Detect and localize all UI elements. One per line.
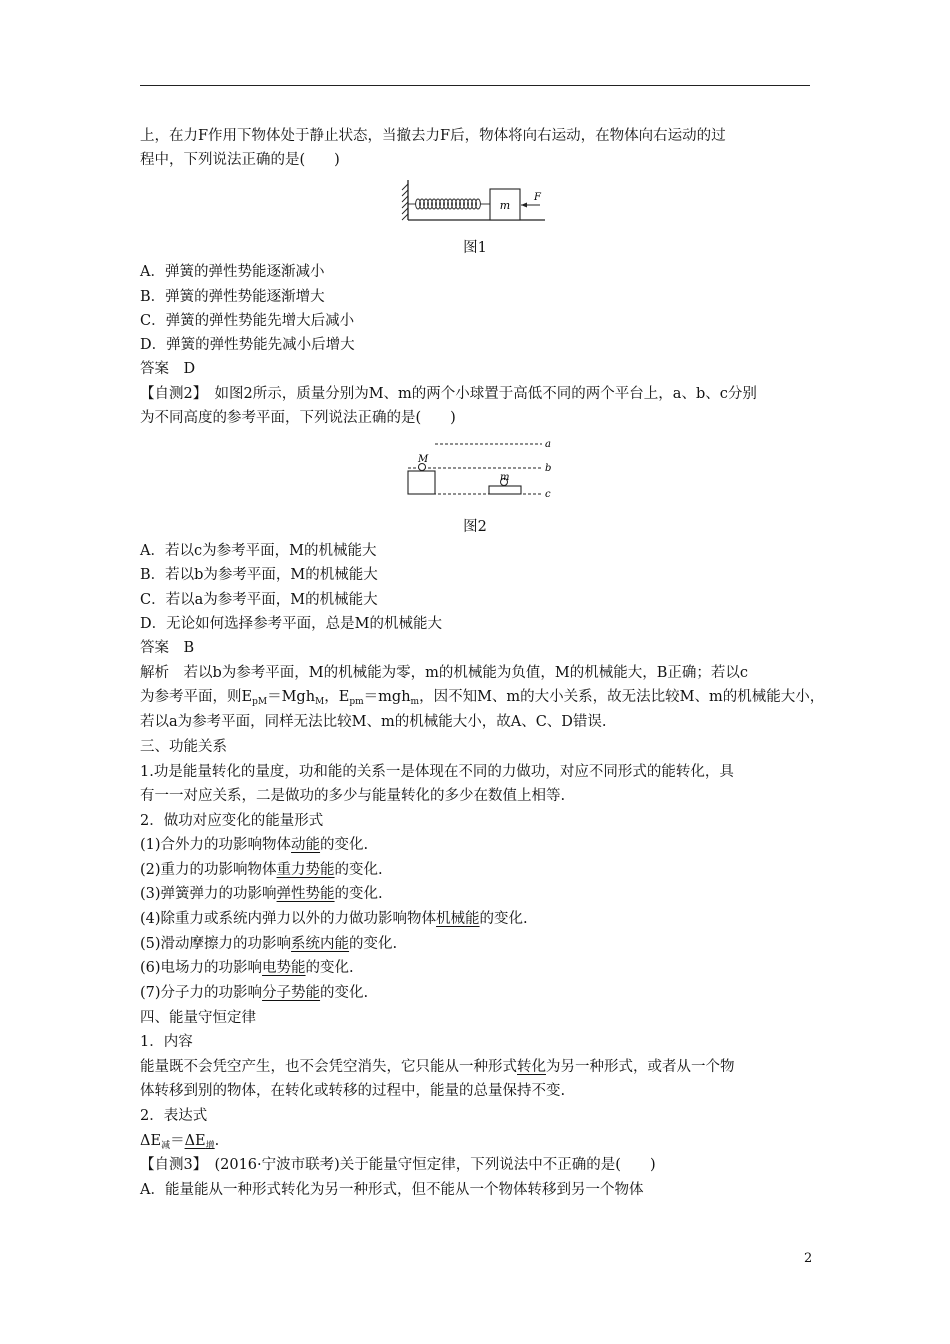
fig2-plane-a: a <box>545 439 551 450</box>
fig1-mass-label: m <box>499 199 511 212</box>
q1-option-d: D．弹簧的弹性势能先减小后增大 <box>140 337 355 353</box>
q2-line2: 为不同高度的参考平面，下列说法正确的是( ) <box>140 410 456 426</box>
energy-expression: $\Delta E_减=\Delta E_增$. <box>140 1133 220 1151</box>
q2-option-d: D．无论如何选择参考平面，总是M的机械能大 <box>140 616 442 632</box>
section3-p2: 2．做功对应变化的能量形式 <box>140 813 324 829</box>
section4-content-line1: 能量既不会凭空产生，也不会凭空消失，它只能从一种形式转化为另一种形式，或者从一个物 <box>140 1059 735 1075</box>
fig2-m-label: m <box>500 472 510 483</box>
section3-p1-line2: 有一一对应关系，二是做功的多少与能量转化的多少在数值上相等. <box>140 788 566 804</box>
q3-line1: 【自测3】 (2016·宁波市联考)关于能量守恒定律，下列说法中不正确的是( ) <box>140 1157 656 1173</box>
q3-option-a: A．能量能从一种形式转化为另一种形式，但不能从一个物体转移到另一个物体 <box>140 1182 644 1198</box>
section3-item-7: (7)分子力的功影响分子势能的变化. <box>140 985 369 1001</box>
section3-item-4: (4)除重力或系统内弹力以外的力做功影响物体机械能的变化. <box>140 911 528 927</box>
section4-heading: 四、能量守恒定律 <box>140 1010 256 1026</box>
q2-analysis-line3: 若以a为参考平面，同样无法比较M、m的机械能大小，故A、C、D错误. <box>140 714 607 730</box>
q2-analysis-line1: 解析 若以b为参考平面，M的机械能为零，m的机械能为负值，M的机械能大，B正确；若以c <box>140 665 748 681</box>
section3-item-3: (3)弹簧弹力的功影响弹性势能的变化. <box>140 886 383 902</box>
q2-answer: 答案 B <box>140 640 195 656</box>
section3-item-5: (5)滑动摩擦力的功影响系统内能的变化. <box>140 936 398 952</box>
q2-analysis-line2: 为参考平面，则$E_{pM}=Mgh_M$，$E_{pm}=mgh_m$，因不知M、m的大小关系，故无法比较M、m的机械能大小， <box>140 689 825 707</box>
figure-2-caption: 图2 <box>463 519 487 535</box>
header-rule <box>140 85 810 86</box>
fig2-M-label: M <box>418 454 429 465</box>
fig2-plane-c: c <box>545 489 551 500</box>
q2-option-c: C．若以a为参考平面，M的机械能大 <box>140 592 378 608</box>
figure-2-platforms <box>400 436 560 506</box>
section3-item-2: (2)重力的功影响物体重力势能的变化. <box>140 862 383 878</box>
section3-p1-line1: 1.功是能量转化的量度，功和能的关系一是体现在不同的力做功，对应不同形式的能转化，具 <box>140 764 734 780</box>
section3-item-1: (1)合外力的功影响物体动能的变化. <box>140 837 369 853</box>
q2-line1: 【自测2】 如图2所示，质量分别为M、m的两个小球置于高低不同的两个平台上，a、b、c分别 <box>140 386 757 402</box>
q1-option-a: A．弹簧的弹性势能逐渐减小 <box>140 264 325 280</box>
q1-option-c: C．弹簧的弹性势能先增大后减小 <box>140 313 355 329</box>
figure-1-spring-mass <box>400 176 550 228</box>
q2-option-a: A．若以c为参考平面，M的机械能大 <box>140 543 377 559</box>
fig2-plane-b: b <box>545 463 552 474</box>
q2-option-b: B．若以b为参考平面，M的机械能大 <box>140 567 378 583</box>
section3-heading: 三、功能关系 <box>140 739 227 755</box>
figure-1-caption: 图1 <box>463 240 487 256</box>
page-number: 2 <box>804 1251 813 1266</box>
section3-item-6: (6)电场力的功影响电势能的变化. <box>140 960 354 976</box>
intro-line1: 上，在力F作用下物体处于静止状态，当撤去力F后，物体将向右运动，在物体向右运动的过 <box>140 128 726 144</box>
intro-line2: 程中，下列说法正确的是( ) <box>140 152 340 168</box>
section4-h2: 2．表达式 <box>140 1108 208 1124</box>
section4-content-line2: 体转移到别的物体，在转化或转移的过程中，能量的总量保持不变. <box>140 1083 566 1099</box>
section4-h1: 1．内容 <box>140 1034 193 1050</box>
q1-answer: 答案 D <box>140 361 196 377</box>
q1-option-b: B．弹簧的弹性势能逐渐增大 <box>140 289 325 305</box>
fig1-force-label: F <box>534 192 541 203</box>
